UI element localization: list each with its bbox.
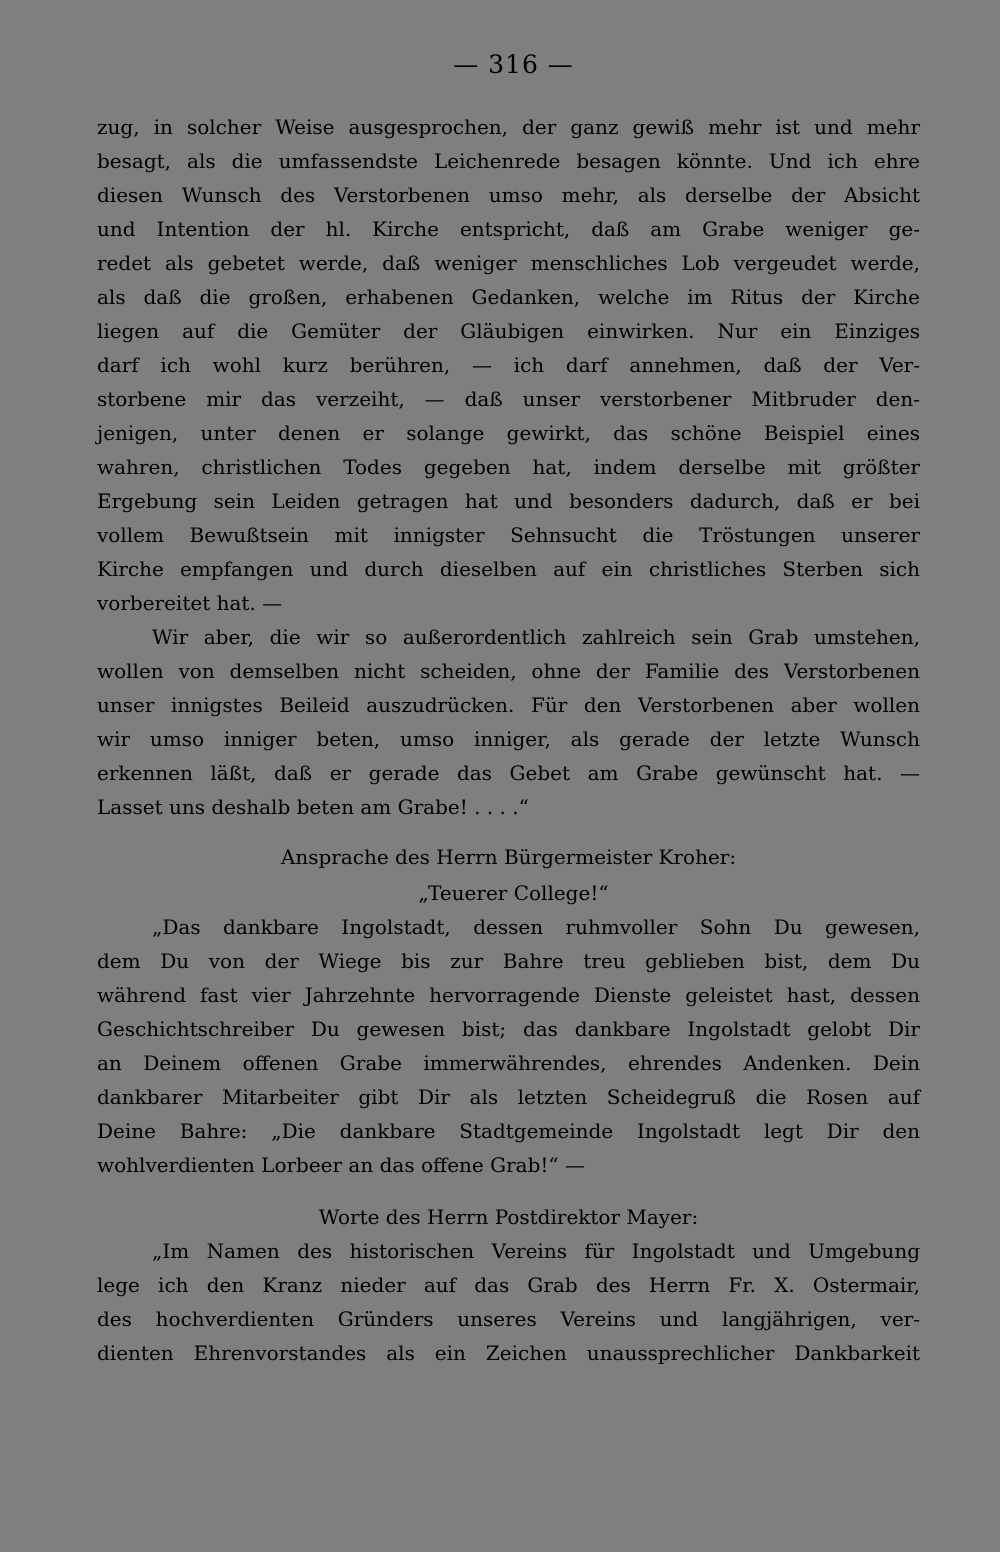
paragraph-funeral-sermon-end: [97, 110, 920, 620]
text-line: wahren, christlichen Todes gegeben hat, indem derselbe mit größter: [97, 455, 920, 479]
text-line: Geschichtschreiber Du gewesen bist; das dankbare Ingolstadt gelobt Dir: [97, 1017, 920, 1041]
text-line: wollen von demselben nicht scheiden, ohne der Familie des Verstorbenen: [97, 659, 920, 683]
text-line: unser innigstes Beileid auszudrücken. Für den Verstorbenen aber wollen: [97, 693, 920, 717]
text-line: als daß die großen, erhabenen Gedanken, welche im Ritus der Kirche: [97, 285, 920, 309]
text-line: darf ich wohl kurz berühren, — ich darf annehmen, daß der Ver-: [97, 353, 920, 377]
text-line: diesen Wunsch des Verstorbenen umso mehr, als derselbe der Absicht: [97, 183, 920, 207]
text-line: storbene mir das verzeiht, — daß unser verstorbener Mitbruder den-: [97, 387, 920, 411]
text-line: Lasset uns deshalb beten am Grabe! . . . .“: [97, 795, 529, 819]
text-line: lege ich den Kranz nieder auf das Grab des Herrn Fr. X. Ostermair,: [97, 1273, 920, 1297]
text-line: „Das dankbare Ingolstadt, dessen ruhmvoller Sohn Du gewesen,: [152, 915, 920, 939]
text-line: des hochverdienten Gründers unseres Vereins und langjährigen, ver-: [97, 1307, 920, 1331]
text-line: besagt, als die umfassendste Leichenrede besagen könnte. Und ich ehre: [97, 149, 920, 173]
text-line: Deine Bahre: „Die dankbare Stadtgemeinde Ingolstadt legt Dir den: [97, 1119, 920, 1143]
text-line: Kirche empfangen und durch dieselben auf ein christliches Sterben sich: [97, 557, 920, 581]
page-number: — 316 —: [453, 50, 574, 79]
text-line: redet als gebetet werde, daß weniger menschliches Lob vergeudet werde,: [97, 251, 920, 275]
text-line: dem Du von der Wiege bis zur Bahre treu geblieben bist, dem Du: [97, 949, 920, 973]
text-line: vollem Bewußtsein mit innigster Sehnsucht die Tröstungen unserer: [97, 523, 920, 547]
text-line: erkennen läßt, daß er gerade das Gebet am Grabe gewünscht hat. —: [97, 761, 920, 785]
text-line: jenigen, unter denen er solange gewirkt, das schöne Beispiel eines: [97, 421, 920, 445]
text-line: Ergebung sein Leiden getragen hat und besonders dadurch, daß er bei: [97, 489, 920, 513]
text-line: liegen auf die Gemüter der Gläubigen einwirken. Nur ein Einziges: [97, 319, 920, 343]
text-line: und Intention der hl. Kirche entspricht, daß am Grabe weniger ge-: [97, 217, 920, 241]
text-line: Wir aber, die wir so außerordentlich zahlreich sein Grab umstehen,: [152, 625, 920, 649]
text-line: vorbereitet hat. —: [97, 591, 283, 615]
section-heading-mayor-speech: Ansprache des Herrn Bürgermeister Kroher:: [280, 845, 737, 869]
paragraph-condolence: [97, 620, 920, 824]
text-line: zug, in solcher Weise ausgesprochen, der ganz gewiß mehr ist und mehr: [97, 115, 920, 139]
text-line: wohlverdienten Lorbeer an das offene Grab!“ —: [97, 1153, 585, 1177]
text-line: während fast vier Jahrzehnte hervorragende Dienste geleistet hast, dessen: [97, 983, 920, 1007]
text-line: an Deinem offenen Grabe immerwährendes, ehrendes Andenken. Dein: [97, 1051, 920, 1075]
paragraph-mayor-speech: [97, 910, 920, 1182]
section-heading-postmaster-words: Worte des Herrn Postdirektor Mayer:: [318, 1205, 699, 1229]
text-line: dienten Ehrenvorstandes als ein Zeichen unaussprechlicher Dankbarkeit: [97, 1341, 920, 1365]
salutation-heading: „Teuerer College!“: [418, 881, 609, 905]
text-line: „Im Namen des historischen Vereins für Ingolstadt und Umgebung: [152, 1239, 920, 1263]
text-line: dankbarer Mitarbeiter gibt Dir als letzten Scheidegruß die Rosen auf: [97, 1085, 920, 1109]
paragraph-postmaster-words: [97, 1234, 920, 1370]
text-line: wir umso inniger beten, umso inniger, als gerade der letzte Wunsch: [97, 727, 920, 751]
